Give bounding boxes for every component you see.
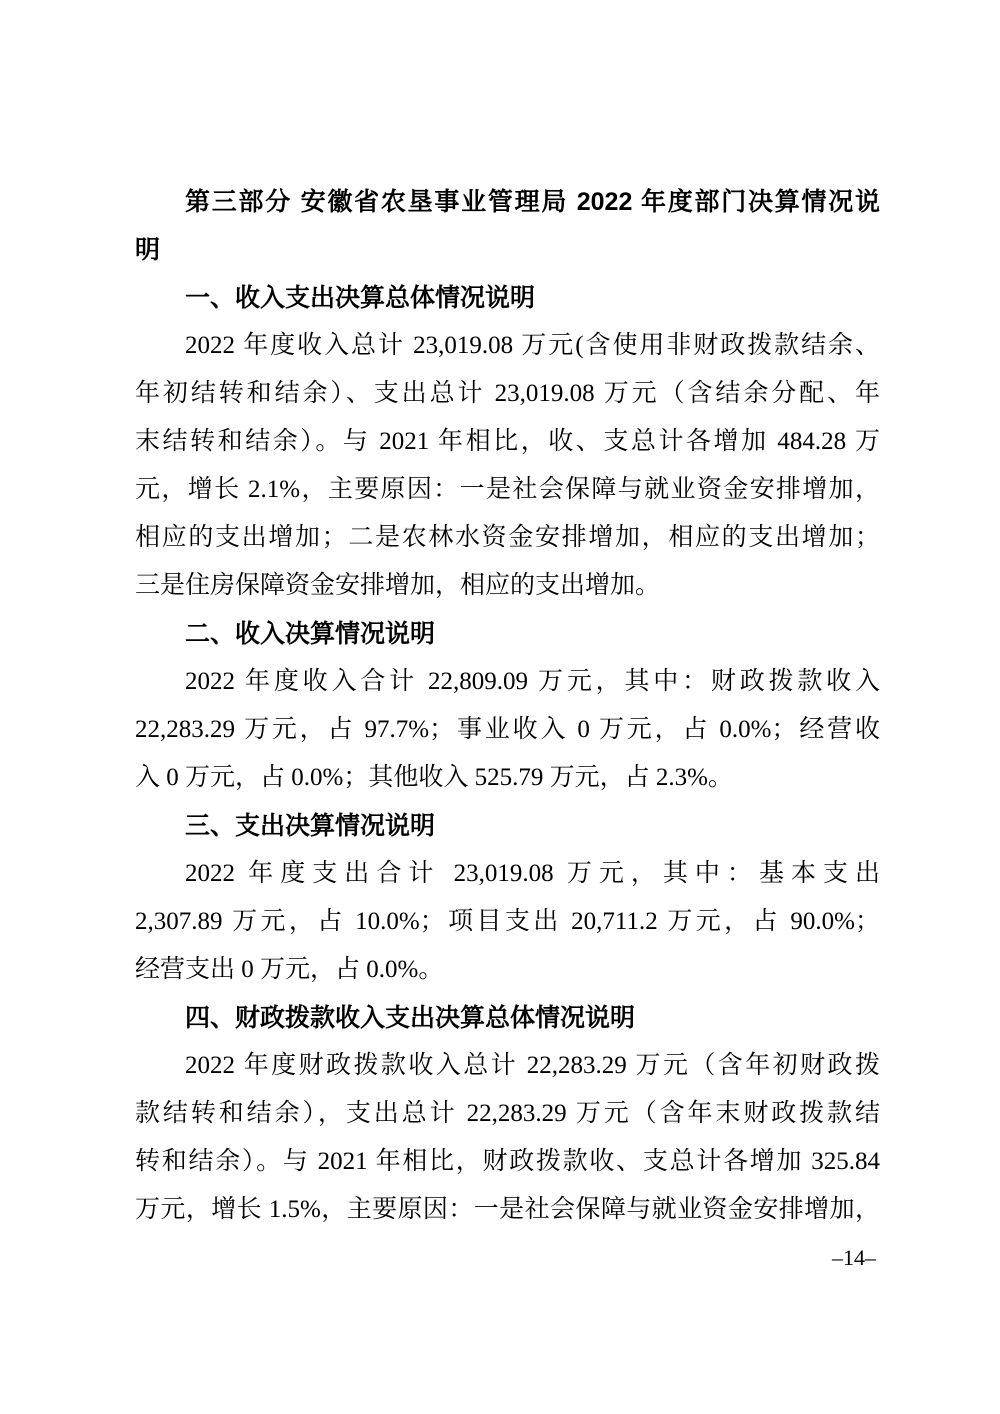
- paragraph-line: 2,307.89 万元，占 10.0%；项目支出 20,711.2 万元，占 90.0%；: [135, 908, 880, 935]
- paragraph-line: 2022 年度收入总计 23,019.08 万元(含使用非财政拨款结余、: [185, 332, 880, 359]
- paragraph-line: 2022 年度支出合计 23,019.08 万元，其中：基本支出: [185, 860, 880, 887]
- paragraph-line: 万元，增长 1.5%，主要原因：一是社会保障与就业资金安排增加，: [135, 1196, 880, 1223]
- document-title-line-1: 第三部分 安徽省农垦事业管理局 2022 年度部门决算情况说: [185, 188, 880, 216]
- paragraph-line: 22,283.29 万元，占 97.7%；事业收入 0 万元，占 0.0%；经营收: [135, 716, 880, 743]
- paragraph-line: 三是住房保障资金安排增加，相应的支出增加。: [135, 572, 661, 599]
- page-number: –14–: [832, 1245, 876, 1270]
- paragraph-line: 转和结余）。与 2021 年相比，财政拨款收、支总计各增加 325.84: [135, 1148, 880, 1175]
- section-heading: 二、收入决算情况说明: [185, 620, 436, 648]
- paragraph-line: 2022 年度收入合计 22,809.09 万元，其中：财政拨款收入: [185, 668, 880, 695]
- section-overall-budget: [135, 274, 880, 610]
- section-fiscal-appropriation: [135, 994, 880, 1234]
- paragraph-line: 款结转和结余），支出总计 22,283.29 万元（含年末财政拨款结: [135, 1100, 880, 1127]
- document-title-line-2: 明: [135, 236, 161, 264]
- section-income-budget: [135, 610, 880, 802]
- paragraph-line: 相应的支出增加；二是农林水资金安排增加，相应的支出增加；: [135, 524, 880, 551]
- section-heading: 四、财政拨款收入支出决算总体情况说明: [185, 1004, 636, 1032]
- paragraph-line: 入 0 万元，占 0.0%；其他收入 525.79 万元，占 2.3%。: [135, 764, 733, 791]
- paragraph-line: 元，增长 2.1%，主要原因：一是社会保障与就业资金安排增加，: [135, 476, 880, 503]
- paragraph-line: 年初结转和结余）、支出总计 23,019.08 万元（含结余分配、年: [135, 380, 880, 407]
- paragraph-line: 2022 年度财政拨款收入总计 22,283.29 万元（含年初财政拨: [185, 1052, 880, 1079]
- paragraph-line: 经营支出 0 万元，占 0.0%。: [135, 956, 444, 983]
- section-heading: 一、收入支出决算总体情况说明: [185, 284, 536, 312]
- section-heading: 三、支出决算情况说明: [185, 812, 436, 840]
- section-expenditure-budget: [135, 802, 880, 994]
- paragraph-line: 末结转和结余）。与 2021 年相比，收、支总计各增加 484.28 万: [135, 428, 880, 455]
